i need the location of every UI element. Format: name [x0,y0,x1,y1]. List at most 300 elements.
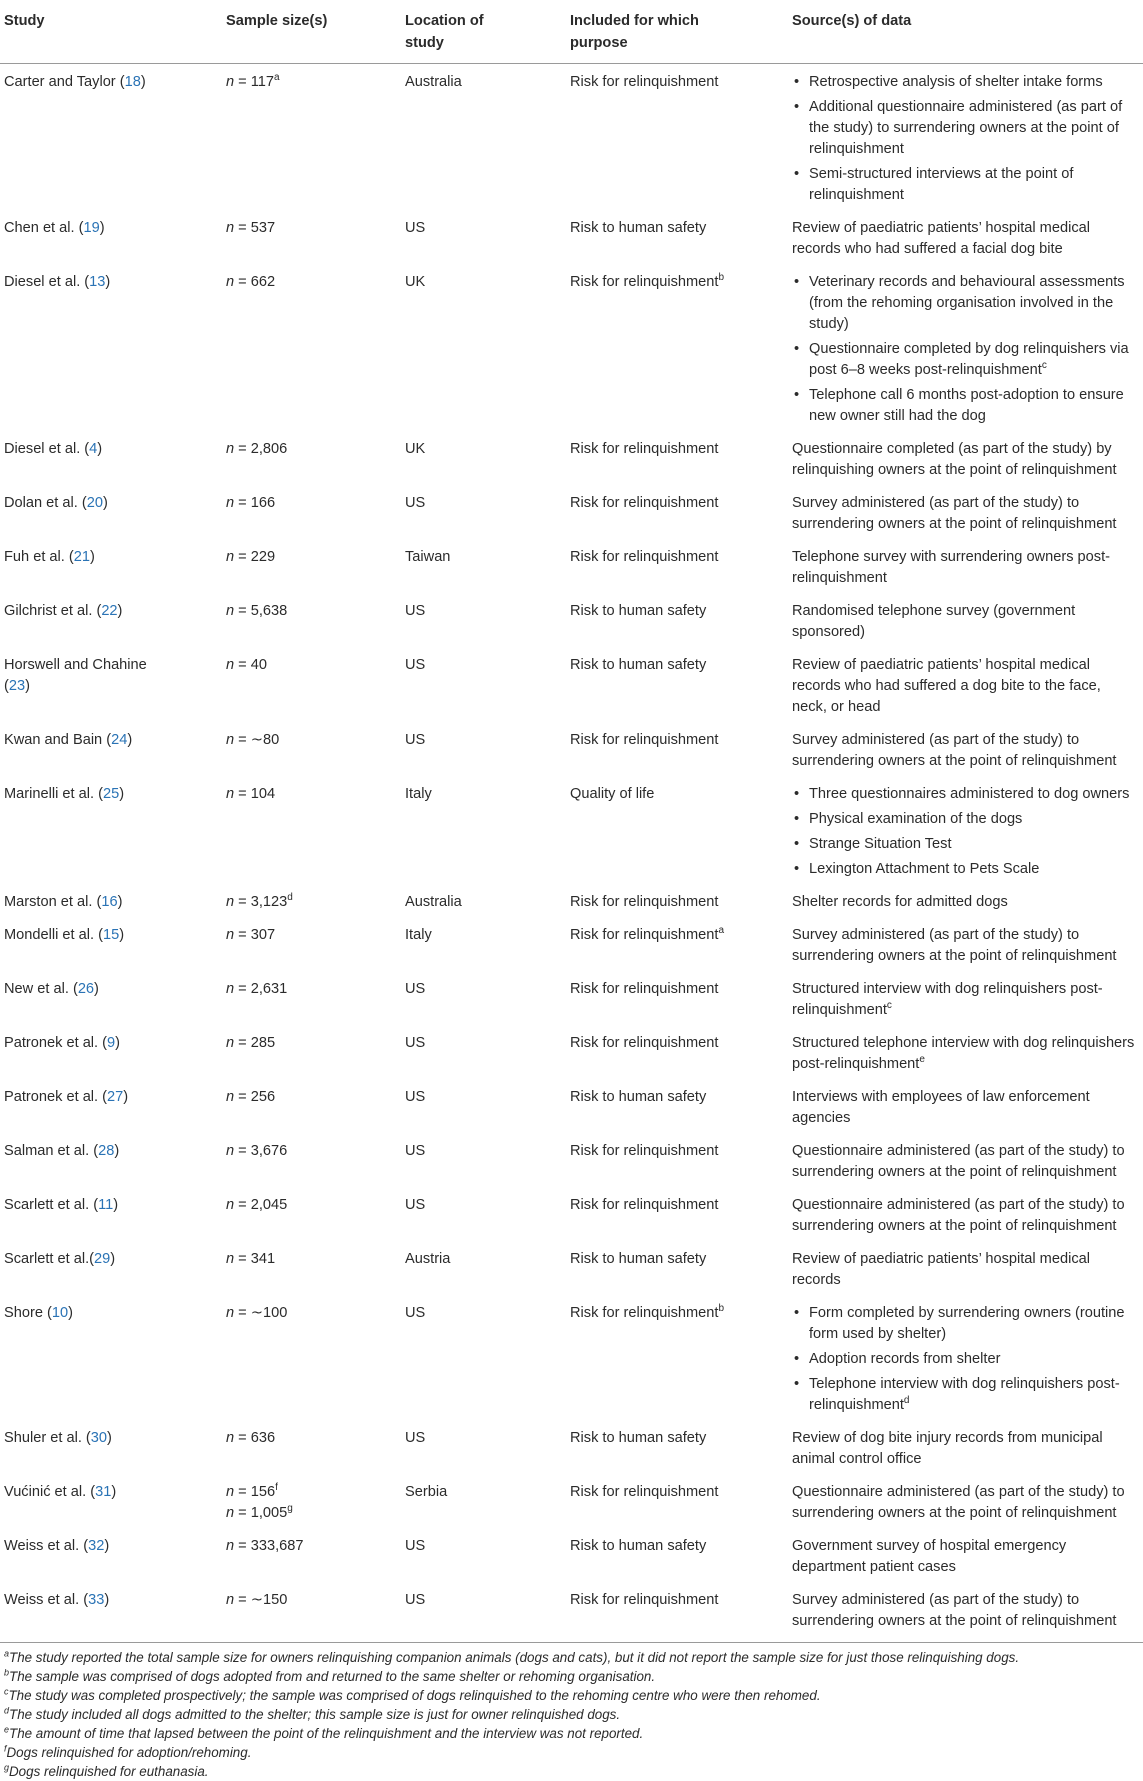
sample-size-cell [222,1243,401,1297]
sample-n-symbol: n [226,1592,235,1608]
source-list-item [792,784,1135,805]
study-cell [0,1135,222,1189]
location-text: US [405,1143,426,1159]
sample-size-cell [222,212,401,266]
location-text: US [405,657,426,673]
location-cell [401,1476,566,1530]
reference-link[interactable]: 19 [83,220,100,236]
purpose-text: Risk for relinquishment [570,1484,719,1500]
study-name: Fuh et al. ( [4,549,74,565]
sample-n-symbol: n [226,1143,235,1159]
study-name: Scarlett et al.( [4,1251,95,1267]
purpose-cell [566,724,788,778]
purpose-cell [566,649,788,724]
sources-list [792,1303,1135,1416]
sources-cell [788,64,1143,213]
footnote-text: The study was completed prospectively; the sample was comprised of dogs relinquished to the rehoming centre who were then rehomed. [8,1688,821,1703]
sample-size-value: = 166 [234,495,276,511]
study-suffix: ) [127,732,133,748]
sources-cell [788,212,1143,266]
location-cell [401,778,566,886]
purpose-text: Risk for relinquishment [570,927,719,943]
sources-cell [788,595,1143,649]
purpose-text: Risk to human safety [570,657,707,673]
location-cell [401,1081,566,1135]
column-header-text: study [405,35,444,51]
sources-cell [788,487,1143,541]
sources-cell [788,266,1143,433]
source-text: Interviews with employees of law enforcement agencies [792,1089,1090,1126]
location-text: US [405,1538,426,1554]
study-name: Vućinić et al. ( [4,1484,96,1500]
study-name: Shuler et al. ( [4,1430,91,1446]
column-header [0,0,222,64]
reference-link[interactable]: 24 [111,732,128,748]
table-row [0,886,1143,919]
source-list-item [792,1349,1135,1370]
source-list-item [792,834,1135,855]
sample-size-value: = 2,631 [234,981,288,997]
purpose-cell [566,1081,788,1135]
purpose-text: Risk for relinquishment [570,981,719,997]
sample-size-value: = 3,123 [234,894,288,910]
location-cell [401,64,566,213]
reference-link[interactable]: 9 [107,1035,116,1051]
sample-size-cell [222,266,401,433]
study-suffix: ) [99,220,105,236]
column-header-text: Included for which [570,13,699,29]
study-name: Kwan and Bain ( [4,732,112,748]
purpose-text: Risk to human safety [570,603,707,619]
column-header-text: Source(s) of data [792,13,912,29]
reference-link[interactable]: 13 [89,274,106,290]
bullet-icon: • [794,341,800,357]
study-suffix: ) [97,441,103,457]
study-name: New et al. ( [4,981,78,997]
study-name: Mondelli et al. ( [4,927,103,943]
study-cell: Horswell and Chahine (23) [4,657,147,694]
sources-cell [788,1027,1143,1081]
study-name: Marinelli et al. ( [4,786,103,802]
footnote-mark: b [4,1667,10,1678]
reference-link[interactable]: 31 [95,1484,112,1500]
bullet-icon: • [794,1376,800,1392]
study-cell [0,919,222,973]
source-list-item [792,272,1135,335]
table-row [0,595,1143,649]
purpose-cell [566,1422,788,1476]
footnote [4,1648,1143,1667]
source-text: Questionnaire completed (as part of the study) by relinquishing owners at the point of relinquishment [792,441,1117,478]
footnote-marker: e [919,1054,925,1066]
study-cell [0,1422,222,1476]
sources-cell [788,778,1143,886]
sample-size-value: = 537 [234,220,276,236]
table-row [0,1135,1143,1189]
reference-link[interactable]: 26 [77,981,95,997]
study-cell [0,595,222,649]
study-name: Gilchrist et al. ( [4,603,102,619]
table-row [0,212,1143,266]
location-cell [401,1422,566,1476]
source-text: Veterinary records and behavioural assessments (from the rehoming organisation involved in the study) [809,274,1125,332]
sample-size-value: = 1,005 [234,1505,288,1521]
purpose-cell [566,1584,788,1638]
table-row [0,1243,1143,1297]
location-cell [401,724,566,778]
study-suffix: ) [107,1430,112,1446]
study-cell [0,64,222,213]
sample-n-symbol: n [226,1305,235,1321]
sources-cell [788,541,1143,595]
reference-link[interactable]: 32 [88,1538,105,1554]
table-row [0,778,1143,886]
location-text: US [405,1592,426,1608]
source-text: Survey administered (as part of the study) to surrendering owners at the point of relinquishment [792,495,1117,532]
column-header-text: Location of [405,13,484,29]
purpose-text: Risk to human safety [570,220,707,236]
bullet-icon: • [794,274,800,290]
footnote [4,1762,1143,1781]
footnote-text: The amount of time that lapsed between the point of the relinquishment and the interview was not reported. [9,1726,644,1741]
location-text: US [405,981,426,997]
bullet-icon: • [794,99,800,115]
header-row [0,0,1143,64]
source-text: Review of paediatric patients’ hospital medical records [792,1251,1090,1288]
source-list-item [792,164,1135,206]
sources-cell [788,1243,1143,1297]
sample-n-symbol: n [226,603,235,619]
purpose-cell [566,212,788,266]
sources-cell [788,1297,1143,1422]
sample-size-cell [222,973,401,1027]
study-suffix: ) [94,981,99,997]
purpose-cell [566,778,788,886]
reference-link[interactable]: 21 [73,549,90,565]
bullet-icon: • [794,166,800,182]
sample-size-value: = 229 [234,549,276,565]
purpose-text: Risk for relinquishment [570,1143,719,1159]
source-text: Survey administered (as part of the study) to surrendering owners at the point of relinquishment [792,732,1117,769]
sample-size-cell [222,724,401,778]
study-cell [0,541,222,595]
source-text: Shelter records for admitted dogs [792,894,1008,910]
sources-cell [788,919,1143,973]
source-list-item [792,1374,1135,1416]
source-list-item [792,339,1135,381]
location-cell [401,1297,566,1422]
study-name: Horswell and Chahine [4,657,147,673]
table-row [0,1422,1143,1476]
footnote-marker: c [886,1000,892,1012]
purpose-cell [566,1027,788,1081]
sources-list [792,272,1135,427]
footnote-text: Dogs relinquished for adoption/rehoming. [6,1745,252,1760]
sample-size-cell [222,1027,401,1081]
sample-size-value: = 636 [234,1430,276,1446]
source-text: Three questionnaires administered to dog owners [809,786,1130,802]
column-header [222,0,401,64]
study-cell [0,973,222,1027]
table-row [0,973,1143,1027]
table-row [0,1297,1143,1422]
sources-cell [788,649,1143,724]
study-suffix: ) [119,927,125,943]
source-text: Semi-structured interviews at the point of relinquishment [809,166,1074,203]
source-text: Telephone interview with dog relinquishers post-relinquishment [809,1376,1120,1413]
footnote-text: Dogs relinquished for euthanasia. [9,1764,209,1779]
source-list-item [792,809,1135,830]
source-text: Questionnaire administered (as part of the study) to surrendering owners at the point of relinquishment [792,1197,1125,1234]
reference-link[interactable]: 22 [101,603,118,619]
source-text: Strange Situation Test [809,836,952,852]
source-text: Telephone call 6 months post-adoption to ensure new owner still had the dog [809,387,1124,424]
footnote-text: The study reported the total sample size for owners relinquishing companion animals (dogs and cats), but it did not report the sample size for just those relinquishing dogs. [9,1650,1020,1665]
table-row [0,919,1143,973]
sample-n-symbol: n [226,981,235,997]
sample-size-value: = 5,638 [234,603,288,619]
source-text: Lexington Attachment to Pets Scale [809,861,1040,877]
purpose-cell [566,595,788,649]
location-text: US [405,603,426,619]
source-text: Review of paediatric patients’ hospital medical records who had suffered a facial dog bite [792,220,1090,257]
purpose-text: Risk for relinquishment [570,441,719,457]
study-suffix: ) [119,786,125,802]
sample-size-cell [222,649,401,724]
footnote [4,1743,1143,1762]
source-text: Government survey of hospital emergency department patient cases [792,1538,1067,1575]
study-suffix: ) [102,495,108,511]
location-text: US [405,1035,426,1051]
sample-n-symbol: n [226,657,235,673]
study-suffix: ) [104,1592,110,1608]
sources-cell [788,1530,1143,1584]
study-name: Scarlett et al. ( [4,1197,99,1213]
footnote-marker: b [718,272,724,284]
table-row [0,487,1143,541]
reference-link[interactable]: 16 [101,894,118,910]
source-text: Questionnaire completed by dog relinquishers via post 6–8 weeks post-relinquishment [809,341,1129,378]
table-row [0,649,1143,724]
source-text: Questionnaire administered (as part of the study) to surrendering owners at the point of relinquishment [792,1143,1125,1180]
sample-size-cell [222,1530,401,1584]
study-suffix: ) [115,1035,121,1051]
bullet-icon: • [794,836,800,852]
sample-size-value: = 3,676 [234,1143,288,1159]
study-cell [0,778,222,886]
footnote-text: The study included all dogs admitted to the shelter; this sample size is just for owner relinquished dogs. [9,1707,621,1722]
reference-link[interactable]: 18 [124,74,141,90]
sample-size-cell [222,433,401,487]
location-text: UK [405,441,426,457]
study-cell [0,212,222,266]
study-name: Marston et al. ( [4,894,102,910]
purpose-text: Risk for relinquishment [570,732,719,748]
reference-link[interactable]: 11 [98,1197,114,1213]
sources-cell [788,724,1143,778]
location-cell [401,649,566,724]
study-suffix: ) [90,549,95,565]
bullet-icon: • [794,74,800,90]
location-text: US [405,220,426,236]
reference-link[interactable]: 25 [102,786,120,802]
column-header [566,0,788,64]
table-row [0,1081,1143,1135]
study-name: Patronek et al. ( [4,1089,108,1105]
reference-link[interactable]: 27 [107,1089,124,1105]
reference-link[interactable]: 28 [98,1143,115,1159]
sources-cell [788,1135,1143,1189]
footnote-mark: g [4,1762,10,1773]
sample-n-symbol: n [226,732,235,748]
bullet-icon: • [794,861,800,877]
location-cell [401,595,566,649]
location-text: Australia [405,894,462,910]
study-name: Chen et al. ( [4,220,84,236]
reference-link[interactable]: 30 [90,1430,108,1446]
footnote [4,1705,1143,1724]
sample-size-value: = ∼80 [234,732,280,748]
table-row [0,433,1143,487]
footnote-marker: c [1041,360,1047,372]
table-row [0,1027,1143,1081]
sources-cell [788,1584,1143,1638]
sample-size-cell [222,886,401,919]
purpose-cell [566,1530,788,1584]
table-row [0,541,1143,595]
study-cell [0,886,222,919]
footnote-mark: c [4,1686,9,1697]
sample-size-cell [222,595,401,649]
study-suffix: ) [104,1538,110,1554]
location-text: US [405,1305,426,1321]
reference-link[interactable]: 10 [51,1305,69,1321]
purpose-cell [566,64,788,213]
column-header-text: purpose [570,35,628,51]
sample-n-symbol: n [226,1538,235,1554]
footnote [4,1686,1143,1705]
study-cell [0,1081,222,1135]
study-suffix: ) [114,1143,120,1159]
sample-n-symbol: n [226,495,235,511]
sample-size-cell [222,1189,401,1243]
sample-size-value: = 2,806 [234,441,288,457]
reference-link[interactable]: 23 [8,678,26,694]
study-suffix: ) [123,1089,129,1105]
location-cell [401,212,566,266]
study-suffix: ) [68,1305,73,1321]
reference-link[interactable]: 15 [102,927,120,943]
reference-link[interactable]: 4 [89,441,98,457]
source-list-item [792,385,1135,427]
sample-size-value: = ∼100 [234,1305,288,1321]
sources-list [792,72,1135,206]
source-text: Telephone survey with surrendering owners post-relinquishment [792,549,1110,586]
source-text: Questionnaire administered (as part of the study) to surrendering owners at the point of relinquishment [792,1484,1125,1521]
source-text: Structured interview with dog relinquishers post-relinquishment [792,981,1103,1018]
footnote-marker: f [275,1482,278,1494]
purpose-cell [566,919,788,973]
sample-size-cell [222,1476,401,1530]
purpose-text: Risk for relinquishment [570,1197,719,1213]
sample-size-value: = 341 [234,1251,276,1267]
study-cell [0,433,222,487]
study-name: Patronek et al. ( [4,1035,108,1051]
table-row [0,1476,1143,1530]
sample-size-value: = 307 [234,927,276,943]
reference-link[interactable]: 33 [88,1592,105,1608]
reference-link[interactable]: 29 [94,1251,111,1267]
footnote-marker: b [718,1303,724,1315]
footnote-marker: a [718,925,724,937]
study-suffix: ) [117,603,123,619]
location-text: US [405,495,426,511]
purpose-cell [566,1297,788,1422]
footnote-mark: d [4,1705,10,1716]
sample-n-symbol: n [226,894,235,910]
table-row [0,724,1143,778]
study-cell [0,1530,222,1584]
study-name: Carter and Taylor ( [4,74,125,90]
source-text: Form completed by surrendering owners (routine form used by shelter) [809,1305,1125,1342]
bullet-icon: • [794,1305,800,1321]
sources-cell [788,1081,1143,1135]
footnote-marker: d [287,892,293,904]
location-text: Italy [405,786,432,802]
location-cell [401,541,566,595]
sample-n-symbol: n [226,441,235,457]
bullet-icon: • [794,786,800,802]
purpose-cell [566,433,788,487]
study-suffix: ) [110,1251,116,1267]
table-row [0,1530,1143,1584]
source-text: Retrospective analysis of shelter intake forms [809,74,1103,90]
study-suffix: ) [140,74,146,90]
purpose-text: Risk for relinquishment [570,549,719,565]
sample-n-symbol: n [226,274,235,290]
location-cell [401,1243,566,1297]
source-list-item [792,1303,1135,1345]
source-text: Survey administered (as part of the study) to surrendering owners at the point of relinquishment [792,927,1117,964]
study-name: Weiss et al. ( [4,1538,89,1554]
sample-n-symbol: n [226,786,235,802]
purpose-cell [566,541,788,595]
sample-n-symbol: n [226,1251,235,1267]
purpose-text: Risk to human safety [570,1538,707,1554]
location-text: Taiwan [405,549,451,565]
sample-size-value: = 40 [234,657,267,673]
sample-size-value: = 285 [234,1035,276,1051]
study-suffix: ) [111,1484,117,1500]
sample-n-symbol: n [226,1430,235,1446]
sample-size-value: = 2,045 [234,1197,288,1213]
sample-size-cell [222,919,401,973]
source-text: Review of paediatric patients’ hospital medical records who had suffered a dog bite to the face, neck, or head [792,657,1101,715]
study-suffix: ) [117,894,123,910]
reference-link[interactable]: 20 [86,495,103,511]
sample-n-symbol: n [226,1484,235,1500]
study-name: Shore ( [4,1305,52,1321]
study-name: Diesel et al. ( [4,274,90,290]
bullet-icon: • [794,387,800,403]
sample-size-value: = 256 [234,1089,276,1105]
sample-n-symbol: n [226,1197,235,1213]
table-row [0,266,1143,433]
sources-cell [788,433,1143,487]
location-text: US [405,1089,426,1105]
footnote [4,1724,1143,1743]
study-cell [0,487,222,541]
